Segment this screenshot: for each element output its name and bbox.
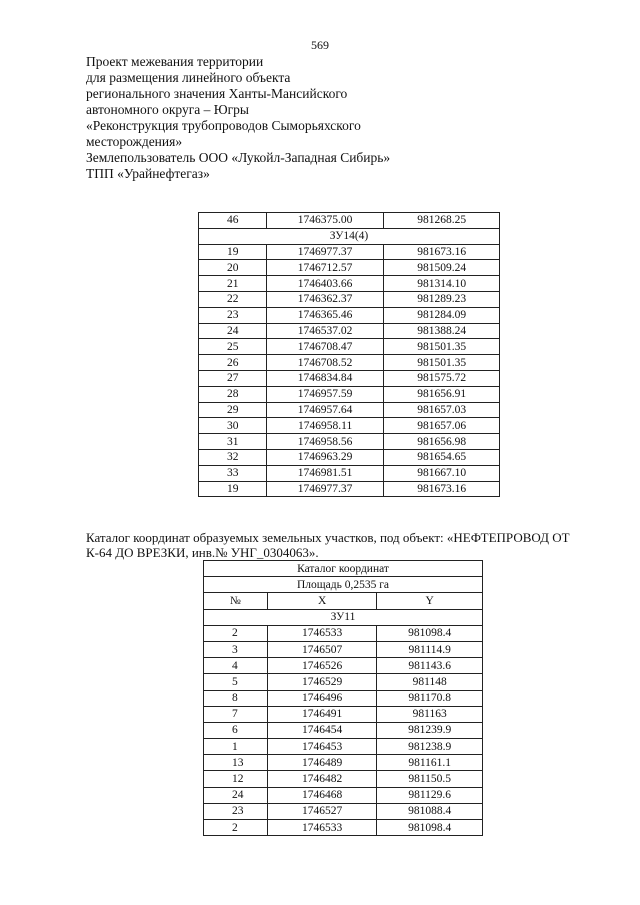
x-coordinate-cell: 1746482 (267, 771, 377, 787)
table-row (204, 755, 483, 771)
point-number-cell: 23 (199, 307, 267, 323)
y-coordinate-cell: 981143.6 (377, 658, 483, 674)
y-coordinate-cell: 981667.10 (384, 465, 500, 481)
x-coordinate-cell: 1746454 (267, 722, 377, 738)
x-coordinate-cell: 1746526 (267, 658, 377, 674)
y-coordinate-cell: 981114.9 (377, 641, 483, 657)
x-coordinate-cell: 1746708.52 (266, 355, 384, 371)
y-coordinate-cell: 981657.03 (384, 402, 500, 418)
column-header-y: Y (377, 593, 483, 609)
table-row (204, 820, 483, 836)
x-coordinate-cell: 1746491 (267, 706, 377, 722)
y-coordinate-cell: 981656.98 (384, 434, 500, 450)
point-number-cell: 26 (199, 355, 267, 371)
x-coordinate-cell: 1746977.37 (266, 244, 384, 260)
y-coordinate-cell: 981314.10 (384, 276, 500, 292)
point-number-cell: 5 (204, 674, 268, 690)
y-coordinate-cell: 981289.23 (384, 291, 500, 307)
point-number-cell: 30 (199, 418, 267, 434)
point-number-cell: 24 (199, 323, 267, 339)
table-row (199, 355, 500, 371)
table-row (204, 674, 483, 690)
header-line: регионального значения Ханты-Мансийского (86, 86, 348, 101)
point-number-cell: 2 (204, 820, 268, 836)
table-row (199, 434, 500, 450)
table-row (199, 339, 500, 355)
point-number-cell: 28 (199, 386, 267, 402)
table-row (199, 307, 500, 323)
column-header-number: № (204, 593, 268, 609)
table-row (199, 402, 500, 418)
coordinates-table-body (199, 213, 500, 497)
y-coordinate-cell: 981129.6 (377, 787, 483, 803)
header-line: для размещения линейного объекта (86, 70, 291, 85)
table-row (199, 386, 500, 402)
x-coordinate-cell: 1746453 (267, 739, 377, 755)
point-number-cell: 22 (199, 291, 267, 307)
table-row (199, 449, 500, 465)
y-coordinate-cell: 981654.65 (384, 449, 500, 465)
x-coordinate-cell: 1746362.37 (266, 291, 384, 307)
x-coordinate-cell: 1746489 (267, 755, 377, 771)
point-number-cell: 21 (199, 276, 267, 292)
point-number-cell: 3 (204, 641, 268, 657)
area-label: Площадь 0,2535 га (204, 577, 483, 593)
y-coordinate-cell: 981163 (377, 706, 483, 722)
y-coordinate-cell: 981268.25 (384, 213, 500, 229)
table-row (204, 771, 483, 787)
x-coordinate-cell: 1746957.64 (266, 402, 384, 418)
header-line: месторождения» (86, 134, 183, 149)
header-line: Проект межевания территории (86, 54, 264, 69)
point-number-cell: 33 (199, 465, 267, 481)
y-coordinate-cell: 981088.4 (377, 803, 483, 819)
table-row (199, 291, 500, 307)
point-number-cell: 23 (204, 803, 268, 819)
x-coordinate-cell: 1746537.02 (266, 323, 384, 339)
table-row (204, 658, 483, 674)
table-row (199, 260, 500, 276)
y-coordinate-cell: 981238.9 (377, 739, 483, 755)
point-number-cell: 32 (199, 449, 267, 465)
x-coordinate-cell: 1746507 (267, 641, 377, 657)
table-row (199, 213, 500, 229)
header-line: автономного округа – Югры (86, 102, 249, 117)
column-header-x: X (267, 593, 377, 609)
x-coordinate-cell: 1746527 (267, 803, 377, 819)
table-title-row (204, 561, 483, 577)
section-label: ЗУ11 (204, 609, 483, 625)
section-row (199, 228, 500, 244)
x-coordinate-cell: 1746529 (267, 674, 377, 690)
x-coordinate-cell: 1746533 (267, 625, 377, 641)
point-number-cell: 29 (199, 402, 267, 418)
table-row (204, 739, 483, 755)
table-row (204, 625, 483, 641)
point-number-cell: 8 (204, 690, 268, 706)
header-line: ТПП «Урайнефтегаз» (86, 166, 210, 181)
x-coordinate-cell: 1746963.29 (266, 449, 384, 465)
y-coordinate-cell: 981098.4 (377, 820, 483, 836)
coordinates-table-zu11 (203, 560, 483, 836)
x-coordinate-cell: 1746375.00 (266, 213, 384, 229)
y-coordinate-cell: 981170.8 (377, 690, 483, 706)
point-number-cell: 46 (199, 213, 267, 229)
table-row (199, 370, 500, 386)
y-coordinate-cell: 981501.35 (384, 339, 500, 355)
table-row (204, 803, 483, 819)
point-number-cell: 31 (199, 434, 267, 450)
header-line: Землепользователь ООО «Лукойл-Западная Сибирь» (86, 150, 391, 165)
point-number-cell: 4 (204, 658, 268, 674)
table-row (199, 418, 500, 434)
y-coordinate-cell: 981388.24 (384, 323, 500, 339)
x-coordinate-cell: 1746977.37 (266, 481, 384, 497)
point-number-cell: 13 (204, 755, 268, 771)
coordinates-table-zu14 (198, 212, 500, 497)
coordinates-table-body (204, 561, 483, 836)
y-coordinate-cell: 981161.1 (377, 755, 483, 771)
table-row (199, 481, 500, 497)
header-row (204, 593, 483, 609)
point-number-cell: 7 (204, 706, 268, 722)
area-row (204, 577, 483, 593)
x-coordinate-cell: 1746533 (267, 820, 377, 836)
y-coordinate-cell: 981284.09 (384, 307, 500, 323)
table-row (204, 722, 483, 738)
x-coordinate-cell: 1746712.57 (266, 260, 384, 276)
table-row (204, 690, 483, 706)
y-coordinate-cell: 981148 (377, 674, 483, 690)
y-coordinate-cell: 981673.16 (384, 244, 500, 260)
y-coordinate-cell: 981575.72 (384, 370, 500, 386)
y-coordinate-cell: 981098.4 (377, 625, 483, 641)
point-number-cell: 19 (199, 244, 267, 260)
x-coordinate-cell: 1746468 (267, 787, 377, 803)
y-coordinate-cell: 981656.91 (384, 386, 500, 402)
y-coordinate-cell: 981657.06 (384, 418, 500, 434)
x-coordinate-cell: 1746958.56 (266, 434, 384, 450)
point-number-cell: 20 (199, 260, 267, 276)
x-coordinate-cell: 1746365.46 (266, 307, 384, 323)
x-coordinate-cell: 1746496 (267, 690, 377, 706)
point-number-cell: 12 (204, 771, 268, 787)
header-line: «Реконструкция трубопроводов Сыморьяхского (86, 118, 361, 133)
y-coordinate-cell: 981239.9 (377, 722, 483, 738)
y-coordinate-cell: 981501.35 (384, 355, 500, 371)
section-label: ЗУ14(4) (199, 228, 500, 244)
table-row (199, 465, 500, 481)
point-number-cell: 19 (199, 481, 267, 497)
x-coordinate-cell: 1746834.84 (266, 370, 384, 386)
point-number-cell: 27 (199, 370, 267, 386)
table-row (204, 706, 483, 722)
x-coordinate-cell: 1746403.66 (266, 276, 384, 292)
y-coordinate-cell: 981673.16 (384, 481, 500, 497)
table-row (199, 323, 500, 339)
y-coordinate-cell: 981509.24 (384, 260, 500, 276)
point-number-cell: 24 (204, 787, 268, 803)
section-row (204, 609, 483, 625)
table-row (199, 276, 500, 292)
x-coordinate-cell: 1746958.11 (266, 418, 384, 434)
document-header (86, 54, 390, 182)
x-coordinate-cell: 1746708.47 (266, 339, 384, 355)
x-coordinate-cell: 1746957.59 (266, 386, 384, 402)
table-row (204, 787, 483, 803)
page-number: 569 (311, 38, 329, 52)
point-number-cell: 6 (204, 722, 268, 738)
point-number-cell: 25 (199, 339, 267, 355)
point-number-cell: 1 (204, 739, 268, 755)
catalog-caption: Каталог координат образуемых земельных участков, под объект: «НЕФТЕПРОВОД ОТ К-64 ДО ВРЕЗКИ, инв.№ УНГ_0304063». (86, 530, 570, 560)
x-coordinate-cell: 1746981.51 (266, 465, 384, 481)
table-row (199, 244, 500, 260)
y-coordinate-cell: 981150.5 (377, 771, 483, 787)
point-number-cell: 2 (204, 625, 268, 641)
table-title: Каталог координат (204, 561, 483, 577)
table-row (204, 641, 483, 657)
